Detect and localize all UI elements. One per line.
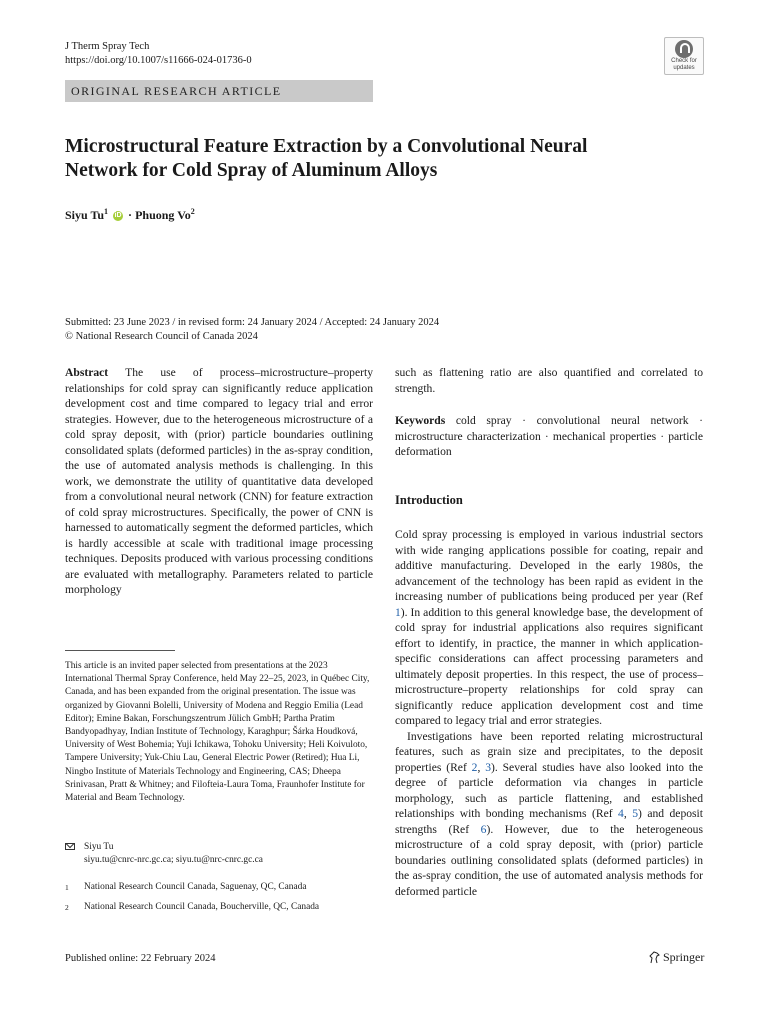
intro-text: , [477, 760, 486, 774]
conference-footnote: This article is an invited paper selected from presentations at the 2023 International Thermal Spray Conference, held May 22–25, 2023, in Québec City, Canada, and has been expanded from the original presentation. The issue was organized by Giovanni Bolelli, University of Modena and Reggio Emilia (Lead Editor); Emine Bakan, Forschungszentrum Jülich GmbH; Partha Pratim Bandyopadhyay, Indian Institute of Technology, Karaghpur; Šárka Houdková, University of West Bohemia; Yuji Ichikawa, Tohoku University; Heli Koivuloto, Tampere University; Yuk-Chiu Lau, General Electric Power (Retired); Hua Li, Ningbo Institute of Materials Technology and Engineering, CAS; Dheepa Srinivasan, Pratt & Whitney; and Filofteia-Laura Toma, Fraunhofer Institute for Material and Beam Technology. [65, 661, 370, 804]
author-name[interactable]: Siyu Tu [65, 208, 105, 222]
affiliation-number: 1 [65, 883, 69, 892]
citation-link[interactable]: 2 [471, 760, 478, 774]
article-title [65, 135, 705, 183]
intro-text: ) and deposit strengths (Ref [395, 807, 703, 836]
check-updates-label-2: updates [673, 64, 695, 71]
corresponding-author-name: Siyu Tu [84, 842, 114, 852]
intro-text: , [623, 807, 633, 820]
intro-text: Investigations have been reported relating microstructural features, such as grain size and precipitates, to the deposit properties (Ref [395, 729, 703, 774]
journal-name: J Therm Spray Tech [65, 41, 150, 52]
title-line-1: Microstructural Feature Extraction by a Convolutional Neural [65, 136, 588, 157]
author-name[interactable]: Phuong Vo [135, 208, 191, 222]
title-line-2: Network for Cold Spray of Aluminum Alloys [65, 160, 438, 181]
author-affiliation-mark: 2 [190, 207, 195, 216]
affiliation-text: National Research Council Canada, Boucherville, QC, Canada [84, 902, 320, 912]
footnote-divider [65, 650, 175, 651]
intro-text: ). However, due to the heterogeneous microstructure of a cold spray deposit, with (prior) particle boundaries outlining consolidated splats (deformed particles) in the as-spray condition, the use of automated analysis methods for deformed particle [395, 822, 703, 898]
springer-horse-icon [649, 951, 660, 964]
intro-text: Cold spray processing is employed in various industrial sectors with wide ranging applications possible for coating, repair and additive manufacturing. Developed in the early 1980s, the advancement of the technology has been rapid as evident in the increasing number of publications being produced per year (Ref [395, 528, 703, 603]
envelope-icon [65, 843, 75, 850]
abstract-continuation: such as flattening ratio are also quantified and correlated to strength. [395, 366, 703, 395]
introduction-body [395, 527, 703, 899]
keywords-list: cold spray · convolutional neural network · microstructure characterization · mechanical properties · particle deformation [395, 414, 703, 458]
citation-link[interactable]: 1 [395, 605, 401, 619]
article-type-banner: ORIGINAL RESEARCH ARTICLE [65, 80, 373, 102]
citation-link[interactable]: 4 [618, 807, 624, 820]
corresponding-author-emails[interactable]: siyu.tu@cnrc-nrc.gc.ca; siyu.tu@nrc-cnrc.gc.ca [84, 855, 263, 866]
check-updates-label-1: Check for [671, 58, 697, 64]
published-date: Published online: 22 February 2024 [65, 953, 216, 964]
affiliation [65, 901, 373, 914]
check-for-updates-button[interactable] [664, 37, 704, 75]
author-affiliation-mark: 1 [104, 207, 109, 216]
affiliation-text: National Research Council Canada, Saguenay, QC, Canada [84, 882, 307, 892]
corresponding-author [65, 841, 373, 867]
affiliation [65, 881, 373, 894]
check-updates-icon [675, 40, 693, 58]
abstract [65, 365, 373, 598]
publisher-name: Springer [663, 950, 705, 964]
doi-link[interactable]: https://doi.org/10.1007/s11666-024-01736-0 [65, 55, 252, 66]
keywords [395, 413, 703, 460]
abstract-body: The use of process–microstructure–property relationships for cold spray can significantly reduce application development cost and time compared to legacy trial and error strategies. However, due to the heterogeneous microstructure of a cold spray deposit, with (prior) particle boundaries outlining consolidated splats (deformed particles) in the as-spray condition, the use of automated analysis methods is challenging. In this work, we demonstrate the utility of quantitative data developed from a convolutional neural network (CNN) for feature extraction of cold spray microstructures. Specifically, the power of CNN is harnessed to automatically segment the deformed particles, which is hardly accessible at scale with traditional image processing techniques. Deposits produced with various processing conditions are evaluated with metallography. Parameters related to particle morphology [65, 366, 373, 596]
intro-text: ). In addition to this general knowledge base, the development of cold spray for industrial applications also requires significant effort to identify, in practice, the manner in which application-specific considerations can affect processing parameters and ultimately deposit properties. In this respect, the use of process–microstructure–property relationships for cold spray can significantly reduce application development cost and time compared to legacy trial and error strategies. [395, 605, 703, 727]
author-list [65, 205, 195, 222]
intro-paragraph [395, 527, 703, 729]
citation-link[interactable]: 6 [480, 822, 487, 836]
copyright-line: © National Research Council of Canada 2024 [65, 331, 258, 342]
keywords-heading: Keywords [395, 414, 446, 427]
section-heading-introduction: Introduction [395, 493, 463, 507]
submission-dates [65, 316, 439, 344]
affiliation-number: 2 [65, 903, 69, 912]
citation-link[interactable]: 5 [632, 807, 638, 820]
intro-paragraph [395, 729, 703, 900]
abstract-heading: Abstract [65, 366, 109, 379]
intro-text: ). Several studies have also looked into the degree of particle deformation via changes in particle morphology, such as particle flattening, and established relationships with bonding mechanisms (Ref [395, 760, 703, 820]
citation-link[interactable]: 3 [485, 760, 491, 774]
dates-line: Submitted: 23 June 2023 / in revised form: 24 January 2024 / Accepted: 24 January 2024 [65, 317, 440, 328]
author-separator: · [128, 208, 133, 222]
orcid-icon[interactable]: iD [114, 212, 122, 220]
publisher-logo[interactable] [649, 950, 704, 965]
